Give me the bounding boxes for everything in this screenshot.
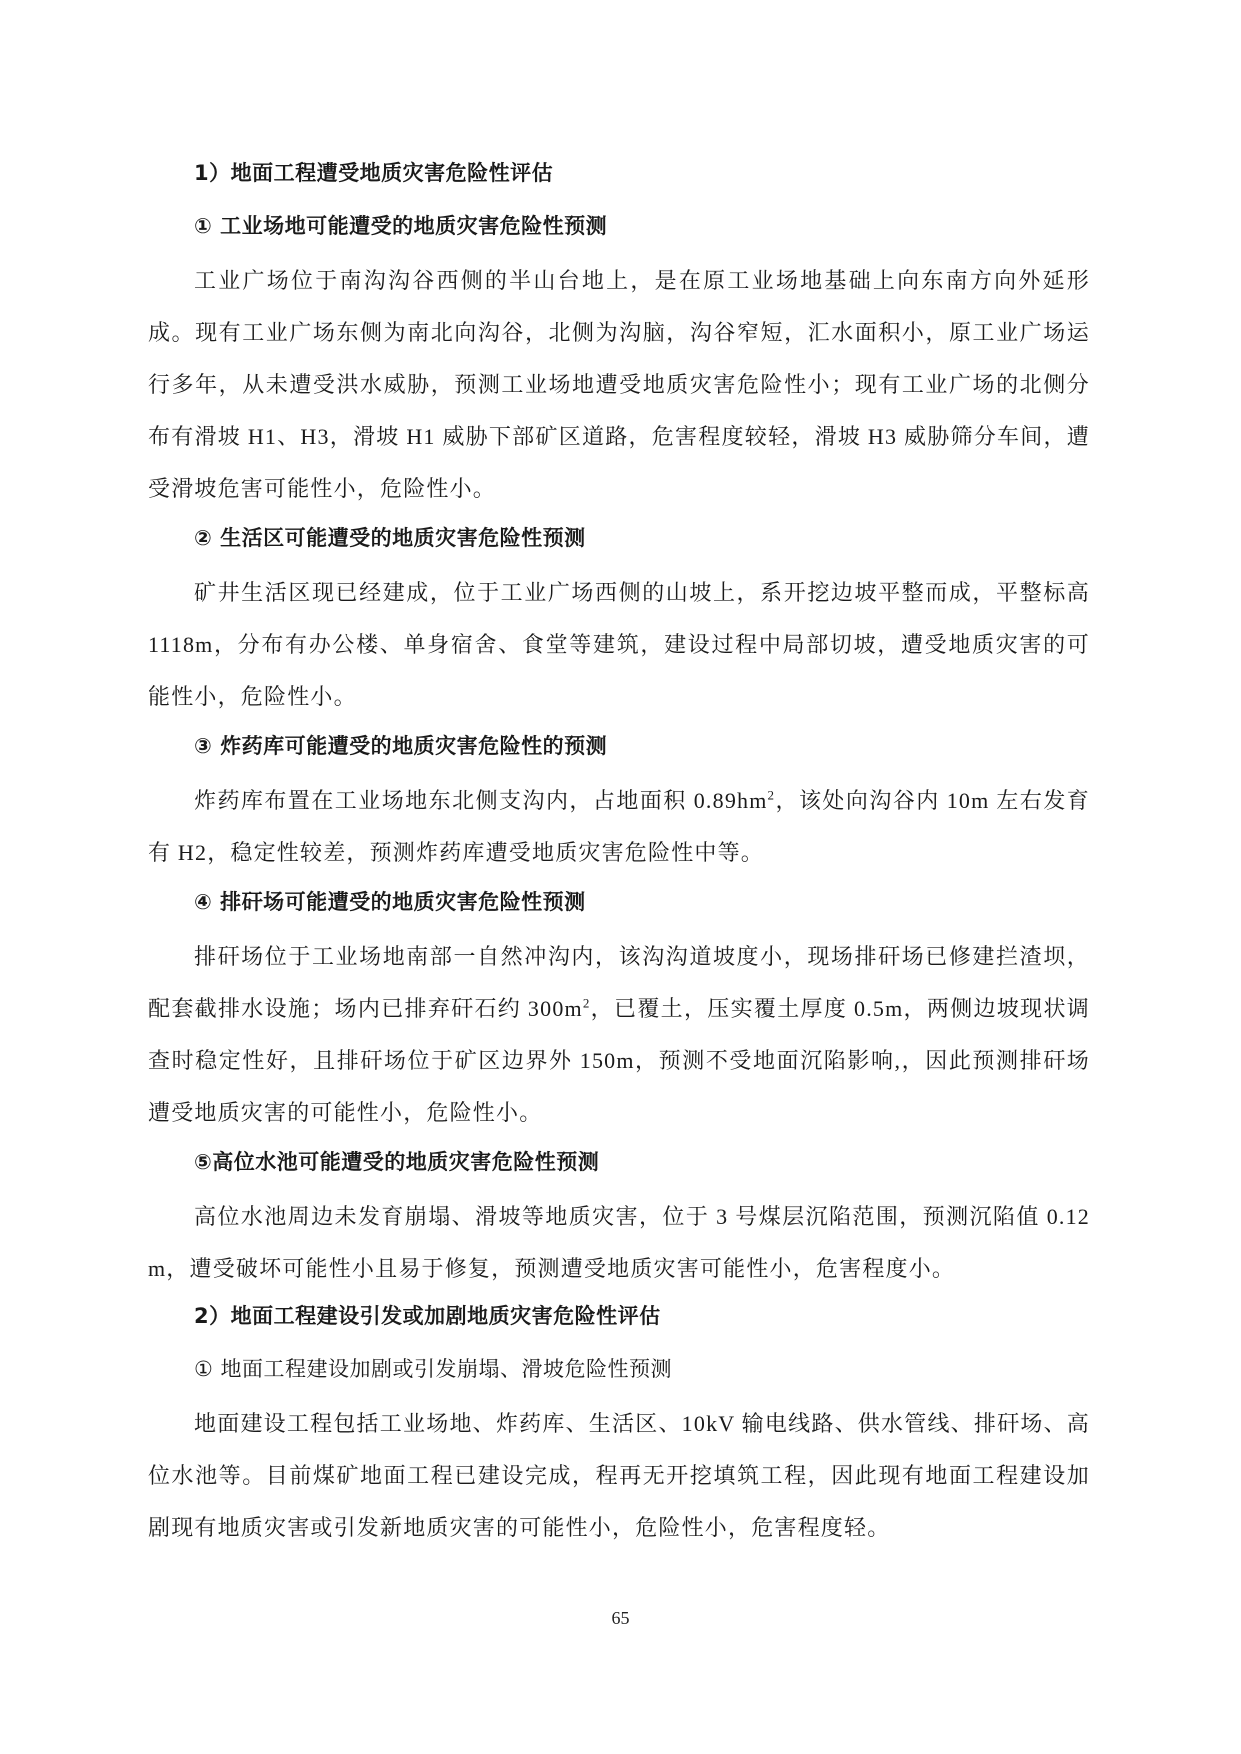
superscript-2: 2 bbox=[767, 787, 776, 803]
paragraph-industrial-site: 工业广场位于南沟沟谷西侧的半山台地上，是在原工业场地基础上向东南方向外延形成。现有工业广场东侧为南北向沟谷，北侧为沟脑，沟谷窄短，汇水面积小，原工业广场运行多年，从未遭受洪水威胁，预测工业场地遭受地质灾害危险性小；现有工业广场的北侧分布有滑坡 H1、H3，滑坡 H1 威胁下部矿区道路，危害程度较轻，滑坡 H3 威胁筛分车间，遭受滑坡危害可能性小，危险性小。 bbox=[148, 268, 1090, 501]
paragraph-explosives-depot-part-a: 炸药库布置在工业场地东北侧支沟内，占地面积 0.89hm bbox=[194, 788, 768, 813]
section-heading-1: 1）地面工程遭受地质灾害危险性评估 bbox=[194, 161, 554, 185]
subsection-title-industrial-site: ① 工业场地可能遭受的地质灾害危险性预测 bbox=[194, 214, 608, 238]
page-number: 65 bbox=[611, 1608, 630, 1628]
subsection-title-collapse-landslide: ① 地面工程建设加剧或引发崩塌、滑坡危险性预测 bbox=[194, 1357, 672, 1381]
paragraph-gangue-dump-part-a: 排矸场位于工业场地南部一自然冲沟内，该沟沟道坡度小，现场排矸场已修建拦渣坝，配套截排水设施；场内已排弃矸石约 300m bbox=[148, 944, 1090, 1021]
section-heading-2: 2）地面工程建设引发或加剧地质灾害危险性评估 bbox=[194, 1304, 661, 1328]
paragraph-living-area: 矿井生活区现已经建成，位于工业广场西侧的山坡上，系开挖边坡平整而成，平整标高 1118m，分布有办公楼、单身宿舍、食堂等建筑，建设过程中局部切坡，遭受地质灾害的可能性小，危险性小。 bbox=[148, 580, 1090, 709]
superscript-2: 2 bbox=[582, 995, 591, 1011]
paragraph-explosives-depot-part-b: ，该处向沟谷内 10m 左右发育有 H2，稳定性较差，预测炸药库遭受地质灾害危险性中等。 bbox=[148, 788, 1090, 865]
subsection-title-gangue-dump: ④ 排矸场可能遭受的地质灾害危险性预测 bbox=[194, 890, 586, 914]
paragraph-gangue-dump bbox=[148, 931, 1090, 1139]
document-body bbox=[148, 152, 1090, 1554]
paragraph-explosives-depot bbox=[148, 775, 1090, 879]
subsection-title-high-level-pool: ⑤高位水池可能遭受的地质灾害危险性预测 bbox=[194, 1150, 600, 1174]
paragraph-gangue-dump-part-b: ，已覆土，压实覆土厚度 0.5m，两侧边坡现状调查时稳定性好，且排矸场位于矿区边界外 150m，预测不受地面沉陷影响,，因此预测排矸场遭受地质灾害的可能性小，危险性小。 bbox=[148, 996, 1090, 1125]
subsection-title-living-area: ② 生活区可能遭受的地质灾害危险性预测 bbox=[194, 526, 586, 550]
subsection-title-explosives-depot: ③ 炸药库可能遭受的地质灾害危险性的预测 bbox=[194, 734, 608, 758]
paragraph-collapse-landslide: 地面建设工程包括工业场地、炸药库、生活区、10kV 输电线路、供水管线、排矸场、高位水池等。目前煤矿地面工程已建设完成，程再无开挖填筑工程，因此现有地面工程建设加剧现有地质灾害或引发新地质灾害的可能性小，危险性小，危害程度轻。 bbox=[148, 1411, 1090, 1540]
paragraph-high-level-pool: 高位水池周边未发育崩塌、滑坡等地质灾害，位于 3 号煤层沉陷范围，预测沉陷值 0.12m，遭受破坏可能性小且易于修复，预测遭受地质灾害可能性小，危害程度小。 bbox=[148, 1204, 1090, 1281]
